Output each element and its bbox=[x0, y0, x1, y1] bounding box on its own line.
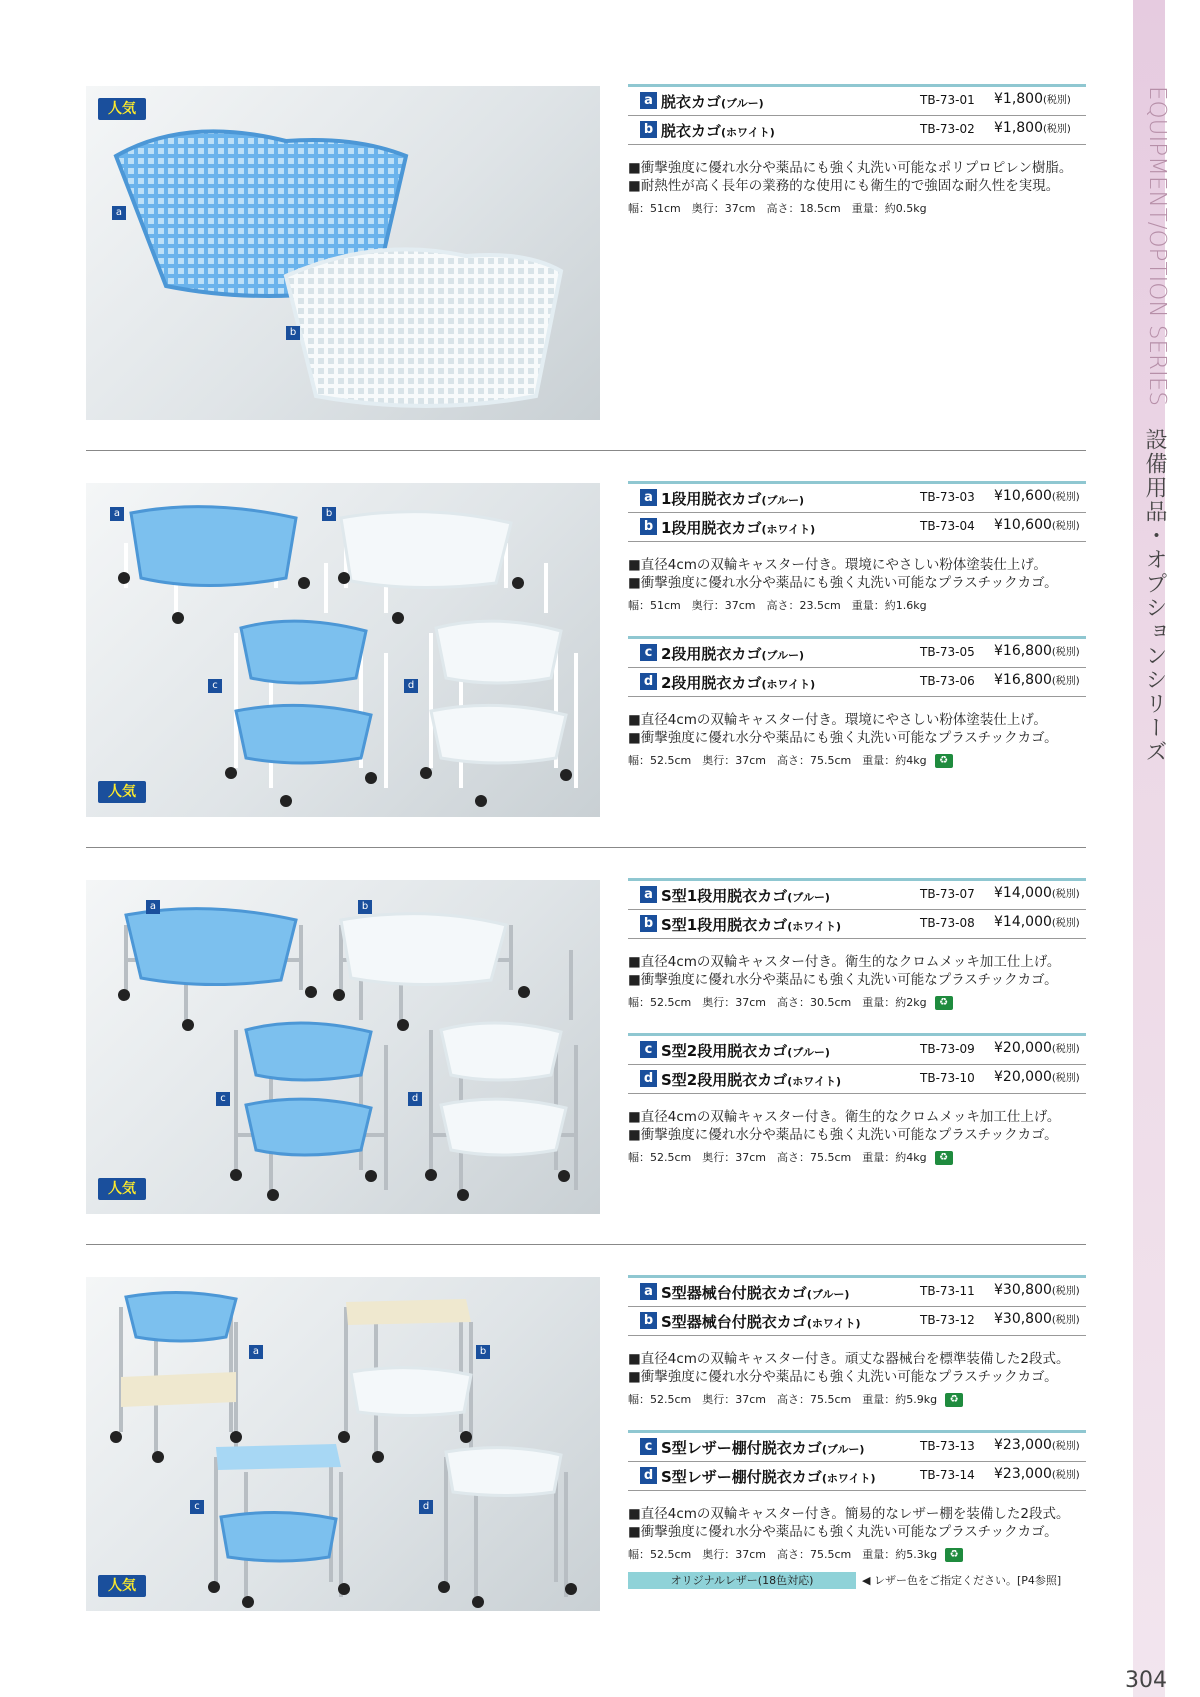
product-tag: a bbox=[640, 1283, 657, 1300]
product-price: ¥16,800(税別) bbox=[994, 672, 1080, 688]
product-description: ■直径4cmの双輪キャスター付き。頑丈な器械台を標準装備した2段式。 ■衝撃強度に優れ水分や薬品にも強く丸洗い可能なプラスチックカゴ。 bbox=[628, 1351, 1070, 1385]
product-name: S型器械台付脱衣カゴ(ホワイト) bbox=[661, 1313, 861, 1331]
product-row bbox=[628, 636, 1086, 668]
product-tag: b bbox=[640, 915, 657, 932]
eco-mark-icon: ♻ bbox=[945, 1548, 963, 1562]
product-code: TB-73-07 bbox=[920, 887, 975, 901]
product-code: TB-73-08 bbox=[920, 916, 975, 930]
product-info-1 bbox=[628, 84, 1086, 239]
product-tag: c bbox=[640, 1438, 657, 1455]
product-code: TB-73-01 bbox=[920, 93, 975, 107]
product-price: ¥10,600(税別) bbox=[994, 517, 1080, 533]
product-code: TB-73-13 bbox=[920, 1439, 975, 1453]
sidebar-jp-title: 設備用品・オプションシリーズ bbox=[1142, 428, 1167, 764]
product-price: ¥30,800(税別) bbox=[994, 1282, 1080, 1298]
product-row bbox=[628, 1307, 1086, 1336]
product-spec: 幅：52.5cm 奥行：37cm 高さ：30.5cm 重量：約2kg ♻ bbox=[628, 995, 1086, 1011]
section-divider bbox=[86, 1244, 1086, 1245]
photo-tag: a bbox=[112, 206, 126, 220]
section-divider bbox=[86, 450, 1086, 451]
product-group bbox=[628, 1275, 1086, 1408]
photo-tag: b bbox=[322, 507, 336, 521]
leather-note: ◀ レザー色をご指定ください。[P4参照] bbox=[862, 1574, 1062, 1587]
photo-tag: a bbox=[110, 507, 124, 521]
product-code: TB-73-09 bbox=[920, 1042, 975, 1056]
eco-mark-icon: ♻ bbox=[935, 1151, 953, 1165]
basket-illustration bbox=[86, 86, 600, 420]
product-name: S型1段用脱衣カゴ(ブルー) bbox=[661, 887, 830, 905]
cart-illustration bbox=[86, 1277, 600, 1611]
product-group bbox=[628, 1033, 1086, 1166]
product-row bbox=[628, 1462, 1086, 1491]
photo-tag: d bbox=[419, 1500, 433, 1514]
leather-color-box: オリジナルレザー(18色対応) bbox=[628, 1572, 856, 1589]
photo-tag: a bbox=[146, 900, 160, 914]
product-name: S型器械台付脱衣カゴ(ブルー) bbox=[661, 1284, 850, 1302]
product-name: S型レザー棚付脱衣カゴ(ブルー) bbox=[661, 1439, 865, 1457]
product-tag: b bbox=[640, 518, 657, 535]
product-tag: d bbox=[640, 673, 657, 690]
product-name: S型1段用脱衣カゴ(ホワイト) bbox=[661, 916, 841, 934]
popular-badge: 人気 bbox=[98, 1178, 146, 1200]
product-price: ¥14,000(税別) bbox=[994, 885, 1080, 901]
product-name: 2段用脱衣カゴ(ブルー) bbox=[661, 645, 805, 663]
product-price: ¥20,000(税別) bbox=[994, 1040, 1080, 1056]
product-tag: a bbox=[640, 489, 657, 506]
photo-tag: c bbox=[190, 1500, 204, 1514]
photo-tag: c bbox=[216, 1092, 230, 1106]
photo-tag: c bbox=[208, 679, 222, 693]
product-name: 2段用脱衣カゴ(ホワイト) bbox=[661, 674, 816, 692]
product-code: TB-73-10 bbox=[920, 1071, 975, 1085]
product-tag: a bbox=[640, 886, 657, 903]
product-group bbox=[628, 481, 1086, 614]
product-photo-4 bbox=[86, 1277, 600, 1611]
photo-tag: b bbox=[358, 900, 372, 914]
eco-mark-icon: ♻ bbox=[945, 1393, 963, 1407]
product-group bbox=[628, 1430, 1086, 1589]
product-tag: c bbox=[640, 1041, 657, 1058]
product-price: ¥20,000(税別) bbox=[994, 1069, 1080, 1085]
product-name: 1段用脱衣カゴ(ホワイト) bbox=[661, 519, 816, 537]
photo-tag: d bbox=[404, 679, 418, 693]
product-tag: d bbox=[640, 1467, 657, 1484]
sidebar-en-title: EQUIPMENT/OPTION SERIES bbox=[1144, 86, 1170, 406]
product-photo-1 bbox=[86, 86, 600, 420]
product-price: ¥30,800(税別) bbox=[994, 1311, 1080, 1327]
product-code: TB-73-02 bbox=[920, 122, 975, 136]
product-tag: b bbox=[640, 121, 657, 138]
product-row bbox=[628, 668, 1086, 697]
product-row bbox=[628, 1275, 1086, 1307]
product-code: TB-73-04 bbox=[920, 519, 975, 533]
product-spec: 幅：52.5cm 奥行：37cm 高さ：75.5cm 重量：約5.9kg ♻ bbox=[628, 1392, 1086, 1408]
product-name: S型2段用脱衣カゴ(ブルー) bbox=[661, 1042, 830, 1060]
product-name: 脱衣カゴ(ブルー) bbox=[661, 93, 764, 111]
product-description: ■直径4cmの双輪キャスター付き。簡易的なレザー棚を装備した2段式。 ■衝撃強度に優れ水分や薬品にも強く丸洗い可能なプラスチックカゴ。 bbox=[628, 1506, 1070, 1540]
product-name: S型レザー棚付脱衣カゴ(ホワイト) bbox=[661, 1468, 876, 1486]
photo-tag: d bbox=[408, 1092, 422, 1106]
product-price: ¥16,800(税別) bbox=[994, 643, 1080, 659]
product-price: ¥23,000(税別) bbox=[994, 1466, 1080, 1482]
product-name: S型2段用脱衣カゴ(ホワイト) bbox=[661, 1071, 841, 1089]
product-code: TB-73-03 bbox=[920, 490, 975, 504]
product-row bbox=[628, 910, 1086, 939]
section-divider bbox=[86, 847, 1086, 848]
product-price: ¥1,800(税別) bbox=[994, 120, 1071, 136]
popular-badge: 人気 bbox=[98, 98, 146, 120]
product-info-2 bbox=[628, 481, 1086, 791]
product-row bbox=[628, 116, 1086, 145]
eco-mark-icon: ♻ bbox=[935, 754, 953, 768]
product-tag: d bbox=[640, 1070, 657, 1087]
cart-illustration bbox=[86, 880, 600, 1214]
page-number: 304 bbox=[1125, 1668, 1167, 1693]
product-row bbox=[628, 1033, 1086, 1065]
product-name: 1段用脱衣カゴ(ブルー) bbox=[661, 490, 805, 508]
product-spec: 幅：51cm 奥行：37cm 高さ：23.5cm 重量：約1.6kg bbox=[628, 599, 927, 612]
product-photo-3 bbox=[86, 880, 600, 1214]
leather-option bbox=[628, 1569, 1086, 1589]
product-row bbox=[628, 481, 1086, 513]
product-code: TB-73-11 bbox=[920, 1284, 975, 1298]
product-description: ■衝撃強度に優れ水分や薬品にも強く丸洗い可能なポリプロピレン樹脂。 ■耐熱性が高く長年の業務的な使用にも衛生的で強固な耐久性を実現。 bbox=[628, 160, 1073, 194]
product-row bbox=[628, 1065, 1086, 1094]
popular-badge: 人気 bbox=[98, 1575, 146, 1597]
product-spec: 幅：52.5cm 奥行：37cm 高さ：75.5cm 重量：約4kg ♻ bbox=[628, 1150, 1086, 1166]
product-spec: 幅：52.5cm 奥行：37cm 高さ：75.5cm 重量：約5.3kg ♻ bbox=[628, 1547, 1086, 1563]
product-code: TB-73-06 bbox=[920, 674, 975, 688]
cart-illustration bbox=[86, 483, 600, 817]
product-photo-2 bbox=[86, 483, 600, 817]
product-code: TB-73-05 bbox=[920, 645, 975, 659]
photo-tag: b bbox=[286, 326, 300, 340]
product-price: ¥23,000(税別) bbox=[994, 1437, 1080, 1453]
product-tag: c bbox=[640, 644, 657, 661]
product-tag: a bbox=[640, 92, 657, 109]
product-row bbox=[628, 84, 1086, 116]
product-description: ■直径4cmの双輪キャスター付き。環境にやさしい粉体塗装仕上げ。 ■衝撃強度に優れ水分や薬品にも強く丸洗い可能なプラスチックカゴ。 bbox=[628, 712, 1058, 746]
product-name: 脱衣カゴ(ホワイト) bbox=[661, 122, 775, 140]
product-price: ¥14,000(税別) bbox=[994, 914, 1080, 930]
product-info-4 bbox=[628, 1275, 1086, 1611]
product-price: ¥1,800(税別) bbox=[994, 91, 1071, 107]
product-spec: 幅：52.5cm 奥行：37cm 高さ：75.5cm 重量：約4kg ♻ bbox=[628, 753, 1086, 769]
product-tag: b bbox=[640, 1312, 657, 1329]
product-code: TB-73-12 bbox=[920, 1313, 975, 1327]
product-group bbox=[628, 636, 1086, 769]
eco-mark-icon: ♻ bbox=[935, 996, 953, 1010]
product-description: ■直径4cmの双輪キャスター付き。衛生的なクロムメッキ加工仕上げ。 ■衝撃強度に優れ水分や薬品にも強く丸洗い可能なプラスチックカゴ。 bbox=[628, 954, 1061, 988]
product-description: ■直径4cmの双輪キャスター付き。環境にやさしい粉体塗装仕上げ。 ■衝撃強度に優れ水分や薬品にも強く丸洗い可能なプラスチックカゴ。 bbox=[628, 557, 1058, 591]
photo-tag: a bbox=[249, 1345, 263, 1359]
product-description: ■直径4cmの双輪キャスター付き。衛生的なクロムメッキ加工仕上げ。 ■衝撃強度に優れ水分や薬品にも強く丸洗い可能なプラスチックカゴ。 bbox=[628, 1109, 1061, 1143]
popular-badge: 人気 bbox=[98, 781, 146, 803]
product-row bbox=[628, 878, 1086, 910]
product-group bbox=[628, 84, 1086, 217]
photo-tag: b bbox=[476, 1345, 490, 1359]
product-spec: 幅：51cm 奥行：37cm 高さ：18.5cm 重量：約0.5kg bbox=[628, 202, 927, 215]
product-price: ¥10,600(税別) bbox=[994, 488, 1080, 504]
product-row bbox=[628, 1430, 1086, 1462]
product-group bbox=[628, 878, 1086, 1011]
product-row bbox=[628, 513, 1086, 542]
product-info-3 bbox=[628, 878, 1086, 1188]
product-code: TB-73-14 bbox=[920, 1468, 975, 1482]
